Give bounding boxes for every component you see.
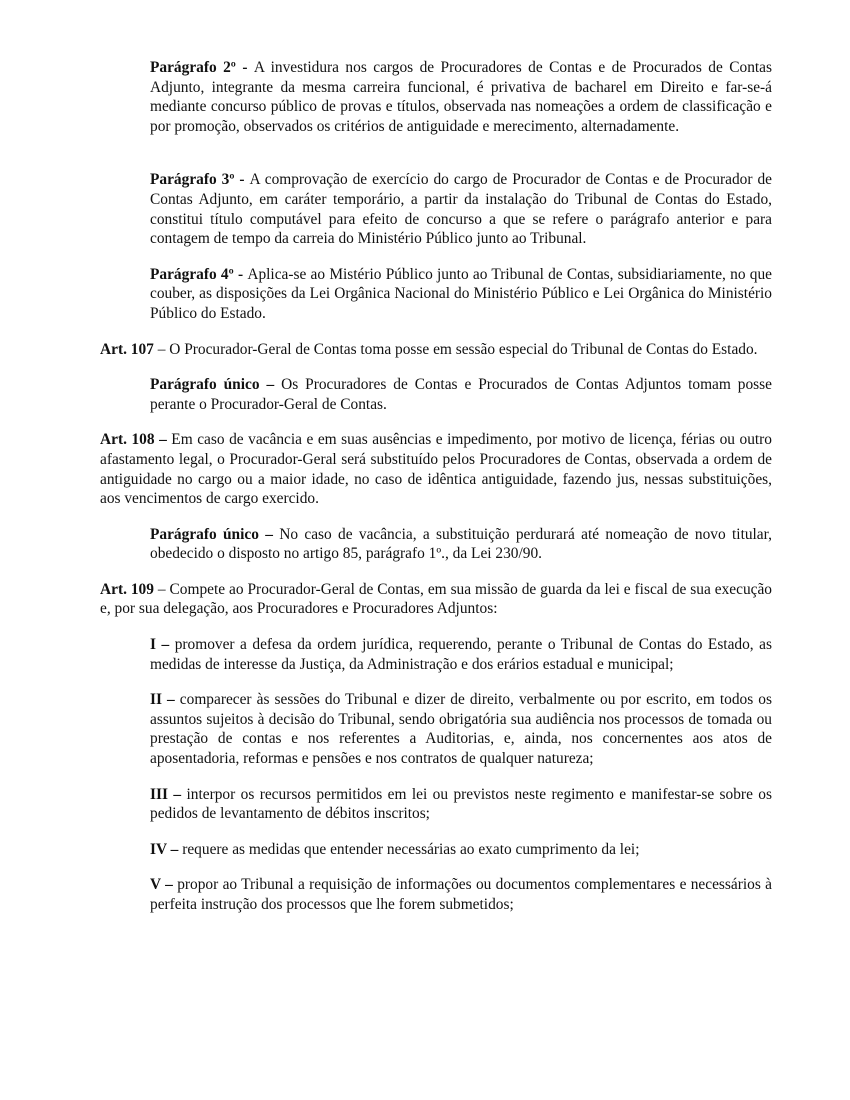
article-109 (100, 580, 772, 619)
article-label: Art. 108 – (100, 431, 167, 449)
item-text: requere as medidas que entender necessárias ao exato cumprimento da lei; (178, 840, 640, 858)
paragraph-text: No caso de vacância, a substituição perdurará até nomeação de novo titular, obedecido o disposto no artigo 85, parágrafo 1º., da Lei 230/90. (150, 525, 772, 563)
item-text: propor ao Tribunal a requisição de informações ou documentos complementares e necessários à perfeita instrução dos processos que lhe forem submetidos; (150, 876, 772, 913)
article-107-sole-paragraph (150, 375, 772, 414)
article-label: Art. 107 (100, 340, 154, 358)
paragraph-text: A investidura nos cargos de Procuradores de Contas e de Procurados de Contas Adjunto, integrante da mesma carreira funcional, é privativa de bacharel em Direito e far-se-á mediante concurso público de provas e títulos, observada nas nomeações a ordem de classificação e por promoção, observados os critérios de antiguidade e merecimento, alternadamente. (150, 59, 772, 135)
item-text: comparecer às sessões do Tribunal e dizer de direito, verbalmente ou por escrito, em todos os assuntos sujeitos à decisão do Tribunal, sendo obrigatória sua audiência nos processos de tomada ou prestação de contas e nos referentes a Auditorias, e, ainda, nos concernentes aos atos de aposentadoria, reformas e pensões e nos contratos de qualquer natureza; (150, 691, 772, 768)
article-108 (100, 430, 772, 508)
item-text: promover a defesa da ordem jurídica, requerendo, perante o Tribunal de Contas do Estado, as medidas de interesse da Justiça, da Administração e dos erários estadual e municipal; (150, 636, 772, 673)
article-text: – O Procurador-Geral de Contas toma posse em sessão especial do Tribunal de Contas do Estado. (153, 340, 758, 358)
article-107 (100, 340, 772, 360)
item-label: I – (150, 636, 170, 654)
item-label: V – (150, 876, 173, 894)
article-label: Art. 109 (100, 580, 154, 598)
paragraph-label: Parágrafo único – (150, 525, 273, 543)
paragraph-label: Parágrafo único – (150, 376, 275, 394)
article-108-sole-paragraph (150, 525, 772, 564)
item-i (150, 635, 772, 674)
paragraph-4 (150, 265, 772, 324)
paragraph-text: Aplica-se ao Mistério Público junto ao Tribunal de Contas, subsidiariamente, no que couber, as disposições da Lei Orgânica Nacional do Ministério Público e Lei Orgânica do Ministério Público do Estado. (150, 265, 772, 322)
item-iii (150, 785, 772, 824)
item-label: III – (150, 785, 182, 803)
item-label: II – (150, 691, 175, 709)
article-text: Em caso de vacância e em suas ausências e impedimento, por motivo de licença, férias ou outro afastamento legal, o Procurador-Geral será substituído pelos Procuradores de Contas, observada a ordem de antiguidade no cargo ou a maior idade, no caso de idêntica antiguidade, fazendo jus, nessas substituições, aos vencimentos de cargo exercido. (100, 431, 772, 508)
paragraph-2 (150, 58, 772, 136)
item-text: interpor os recursos permitidos em lei ou previstos neste regimento e manifestar-se sobre os pedidos de levantamento de débitos inscritos; (150, 785, 772, 823)
paragraph-label: Parágrafo 4º - (150, 265, 248, 283)
paragraph-3 (150, 170, 772, 248)
paragraph-label: Parágrafo 3º - (150, 171, 250, 189)
item-iv (150, 840, 772, 860)
article-text: – Compete ao Procurador-Geral de Contas, em sua missão de guarda da lei e fiscal de sua execução e, por sua delegação, aos Procuradores e Procuradores Adjuntos: (100, 580, 772, 618)
paragraph-text: A comprovação de exercício do cargo de Procurador de Contas e de Procurador de Contas Adjunto, em caráter temporário, a partir da instalação do Tribunal de Contas do Estado, constitui título computável para efeito de concurso a que se refere o parágrafo anterior e para contagem de tempo da carreia do Ministério Público junto ao Tribunal. (150, 171, 773, 248)
item-ii (150, 690, 772, 768)
paragraph-label: Parágrafo 2º - (150, 59, 254, 76)
item-label: IV – (150, 840, 179, 858)
paragraph-text: Os Procuradores de Contas e Procurados de Contas Adjuntos tomam posse perante o Procurador-Geral de Contas. (150, 376, 772, 413)
item-v (150, 875, 772, 914)
